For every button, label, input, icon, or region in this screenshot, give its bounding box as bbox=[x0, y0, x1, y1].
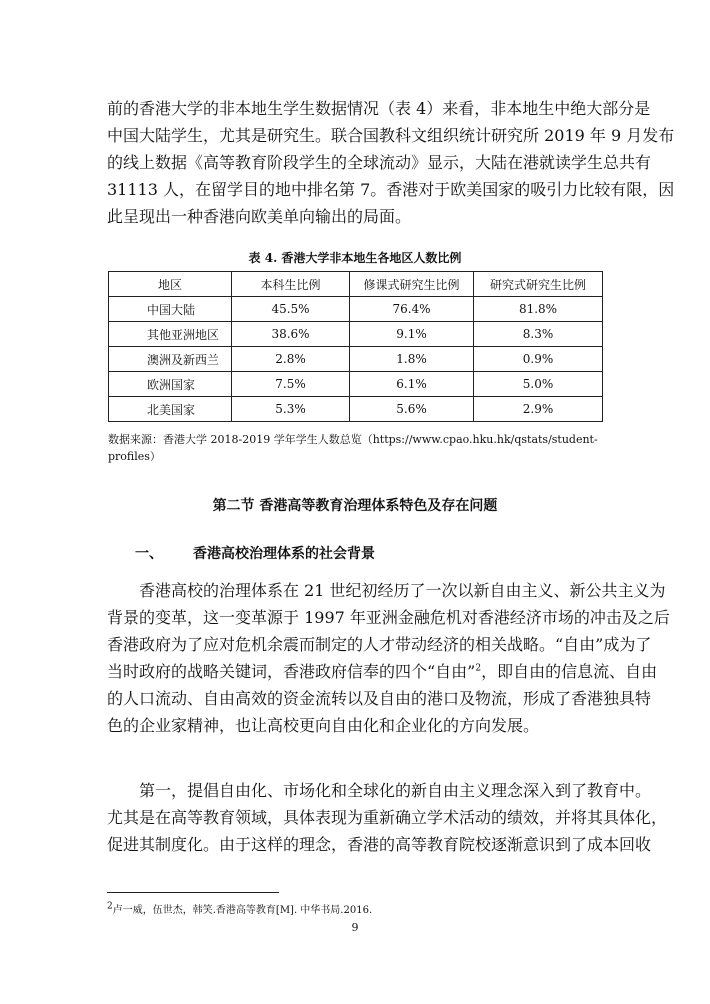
text-line: 数据来源：香港大学 2018-2019 学年学生人数总览（https://www.cpao.hku.hk/qstats/student- bbox=[108, 433, 598, 446]
table-row bbox=[109, 322, 603, 347]
body-paragraph bbox=[107, 577, 670, 739]
text-line: 促进其制度化。由于这样的理念，香港的高等教育院校逐渐意识到了成本回收 bbox=[107, 835, 652, 854]
table-cell: 76.4% bbox=[350, 297, 474, 322]
body-paragraph bbox=[107, 777, 668, 858]
text-line: 的人口流动、自由高效的资金流转以及自由的港口及物流，形成了香港独具特 bbox=[107, 689, 652, 708]
table-cell: 5.0% bbox=[474, 372, 603, 397]
table-row bbox=[109, 372, 603, 397]
text-line: 中国大陆学生，尤其是研究生。联合国教科文组织统计研究所 2019 年 9 月发布 bbox=[107, 126, 675, 145]
table-row bbox=[109, 297, 603, 322]
region-cell: 其他亚洲地区 bbox=[109, 322, 232, 347]
footnote-divider bbox=[107, 892, 279, 893]
column-header: 地区 bbox=[109, 272, 232, 297]
text-line: 当时政府的战略关键词，香港政府信奉的四个“自由”$^2$，即自由的信息流、自由 bbox=[107, 662, 658, 681]
intro-paragraph bbox=[107, 95, 675, 230]
table-row bbox=[109, 397, 603, 422]
column-header: 研究式研究生比例 bbox=[474, 272, 603, 297]
text-line: 背景的变革，这一变革源于 1997 年亚洲金融危机对香港经济市场的冲击及之后 bbox=[107, 608, 670, 627]
table-cell: 7.5% bbox=[232, 372, 350, 397]
table-row bbox=[109, 347, 603, 372]
table-cell: 38.6% bbox=[232, 322, 350, 347]
text-line: 第一，提倡自由化、市场化和全球化的新自由主义理念深入到了教育中。 bbox=[139, 781, 652, 800]
text-line: 尤其是在高等教育领域，具体表现为重新确立学术活动的绩效，并将其具体化， bbox=[107, 808, 668, 827]
subsection-number: 一、 bbox=[135, 546, 163, 562]
region-cell: 澳洲及新西兰 bbox=[109, 347, 232, 372]
table-cell: 8.3% bbox=[474, 322, 603, 347]
text-line: 香港政府为了应对危机余震而制定的人才带动经济的相关战略。“自由”成为了 bbox=[107, 635, 652, 654]
table-cell: 2.8% bbox=[232, 347, 350, 372]
page-number: 9 bbox=[351, 921, 359, 934]
text-line: 的线上数据《高等教育阶段学生的全球流动》显示，大陆在港就读学生总共有 bbox=[107, 153, 652, 172]
region-cell: 中国大陆 bbox=[109, 297, 232, 322]
table-cell: 9.1% bbox=[350, 322, 474, 347]
footnote bbox=[107, 901, 372, 916]
text-line: 香港高校的治理体系在 21 世纪初经历了一次以新自由主义、新公共主义为 bbox=[139, 581, 666, 600]
table-source-note bbox=[108, 431, 598, 465]
subsection-heading bbox=[135, 543, 375, 563]
table-cell: 2.9% bbox=[474, 397, 603, 422]
table-cell: 1.8% bbox=[350, 347, 474, 372]
data-table bbox=[108, 271, 603, 422]
text-line: 此呈现出一种香港向欧美单向输出的局面。 bbox=[107, 207, 412, 226]
table-header-row bbox=[109, 272, 603, 297]
subsection-title: 香港高校治理体系的社会背景 bbox=[193, 546, 375, 562]
table-cell: 0.9% bbox=[474, 347, 603, 372]
text-line: 31113 人，在留学目的地中排名第 7。香港对于欧美国家的吸引力比较有限，因 bbox=[107, 180, 675, 199]
region-cell: 北美国家 bbox=[109, 397, 232, 422]
table-cell: 5.3% bbox=[232, 397, 350, 422]
table-cell: 5.6% bbox=[350, 397, 474, 422]
column-header: 本科生比例 bbox=[232, 272, 350, 297]
text-line: profiles） bbox=[108, 450, 161, 463]
region-cell: 欧洲国家 bbox=[109, 372, 232, 397]
table-cell: 6.1% bbox=[350, 372, 474, 397]
text-line: 色的企业家精神，也让高校更向自由化和企业化的方向发展。 bbox=[107, 716, 540, 735]
table-cell: 81.8% bbox=[474, 297, 603, 322]
table-cell: 45.5% bbox=[232, 297, 350, 322]
footnote-text: 卢一威，伍世杰，韩笑.香港高等教育[M]. 中华书局.2016. bbox=[112, 905, 373, 916]
table-caption: 表 4. 香港大学非本地生各地区人数比例 bbox=[248, 251, 462, 265]
column-header: 修课式研究生比例 bbox=[350, 272, 474, 297]
footnote-reference[interactable]: 2 bbox=[475, 663, 482, 674]
section-heading: 第二节 香港高等教育治理体系特色及存在问题 bbox=[212, 498, 498, 514]
text-line: 前的香港大学的非本地生学生数据情况（表 4）来看，非本地生中绝大部分是 bbox=[107, 99, 651, 118]
footnote-mark: 2 bbox=[107, 901, 113, 912]
